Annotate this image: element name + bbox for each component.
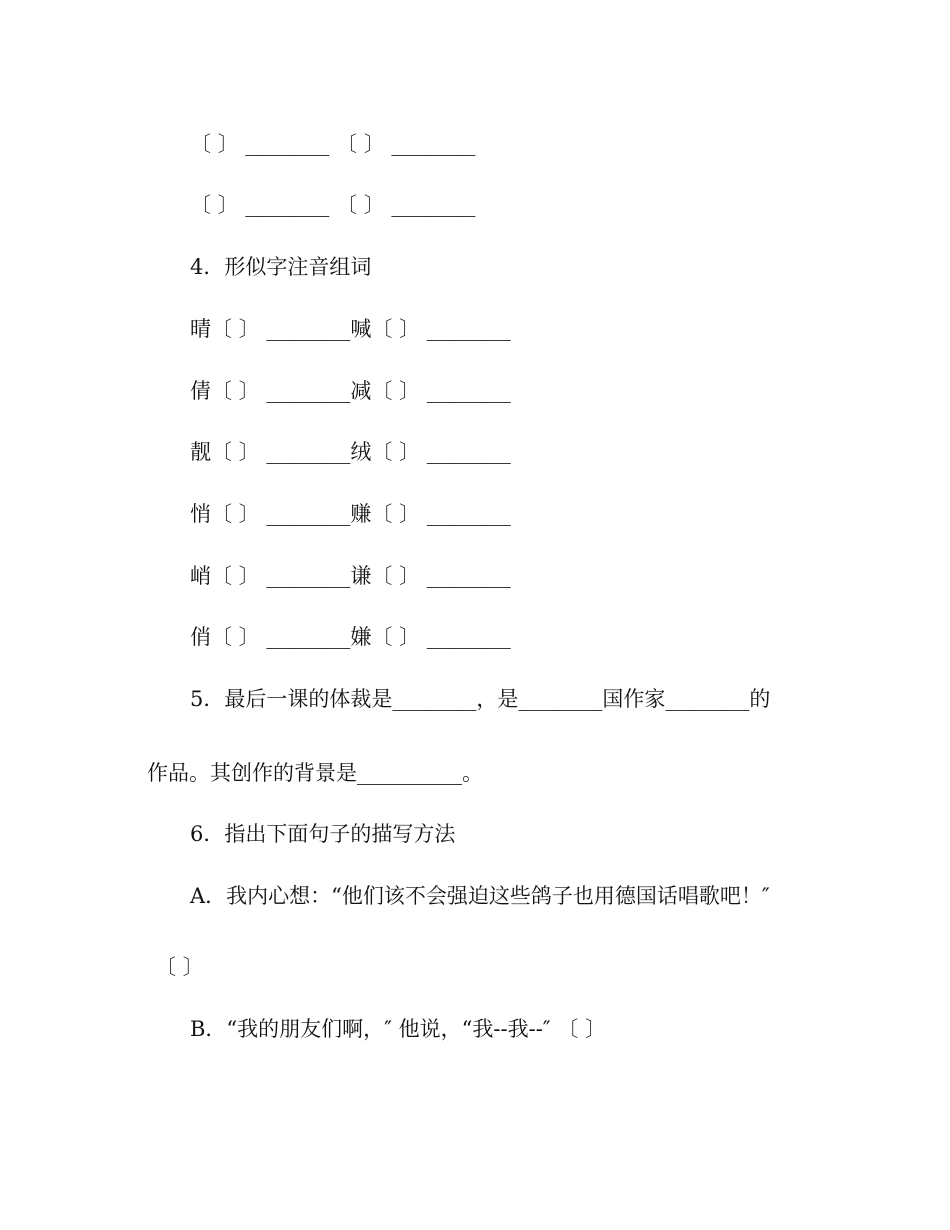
similar-char-row-5: 峭〔 〕 ________谦〔 〕 ________ <box>190 564 511 588</box>
question-5-line-1: 5．最后一课的体裁是________，是________国作家________的 <box>190 687 771 711</box>
blank-pair-row-2: 〔 〕 ________ 〔 〕 ________ <box>190 193 476 217</box>
question-6-item-b: B．“我的朋友们啊，″ 他说，“我--我--″ 〔 〕 <box>190 1017 606 1041</box>
question-6-heading: 6．指出下面句子的描写方法 <box>190 822 456 846</box>
similar-char-row-3: 靓〔 〕 ________绒〔 〕 ________ <box>190 440 511 464</box>
similar-char-row-1: 晴〔 〕 ________喊〔 〕 ________ <box>190 317 511 341</box>
question-6-item-a: A．我内心想：“他们该不会强迫这些鸽子也用德国话唱歌吧！″ <box>190 884 770 908</box>
blank-pair-row-1: 〔 〕 ________ 〔 〕 ________ <box>190 132 476 156</box>
similar-char-row-4: 悄〔 〕 ________赚〔 〕 ________ <box>190 502 511 526</box>
similar-char-row-6: 俏〔 〕 ________嫌〔 〕 ________ <box>190 625 511 649</box>
question-6-item-a-answer-blank: 〔 〕 <box>155 955 204 979</box>
question-4-heading: 4．形似字注音组词 <box>190 255 372 279</box>
question-5-line-2: 作品。其创作的背景是__________。 <box>147 761 483 785</box>
similar-char-row-2: 倩〔 〕 ________减〔 〕 ________ <box>190 379 511 403</box>
